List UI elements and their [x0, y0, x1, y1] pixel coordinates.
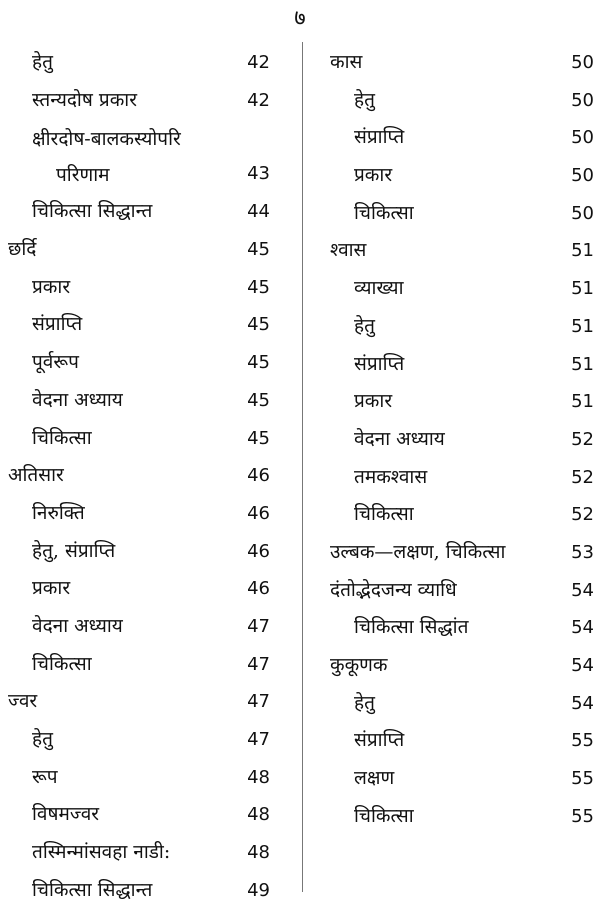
page-reference: 51	[571, 315, 594, 337]
page-reference: 48	[247, 842, 270, 864]
page-reference: 54	[571, 579, 594, 601]
index-entry	[0, 382, 282, 420]
index-subentry	[354, 270, 404, 308]
index-subentry	[354, 82, 375, 120]
index-subentry	[354, 459, 427, 497]
page-reference: 47	[247, 615, 270, 637]
page-reference: 46	[247, 540, 270, 562]
page-reference: 50	[571, 52, 594, 73]
page-reference: 45	[247, 389, 270, 411]
index-entry	[316, 496, 600, 534]
page-reference: 43	[247, 163, 270, 185]
index-subentry	[32, 721, 53, 759]
page-reference: 46	[247, 465, 270, 487]
index-entry	[0, 231, 282, 269]
entry-label: चिकित्सा	[354, 804, 414, 827]
index-entry	[0, 306, 282, 344]
page-reference: 50	[571, 202, 594, 224]
index-entry	[316, 534, 600, 572]
index-entry	[316, 685, 600, 723]
entry-label: हेतु	[354, 691, 375, 714]
index-entry	[316, 383, 600, 421]
entry-label: रूप	[32, 765, 58, 788]
entry-label: चिकित्सा	[354, 503, 414, 526]
entry-label: लक्षण	[354, 767, 395, 790]
index-entry	[316, 346, 600, 384]
index-entry	[316, 308, 600, 346]
entry-label: प्रकार	[32, 275, 71, 298]
entry-label: क्षीरदोष-बालकस्योपरि	[32, 128, 181, 151]
index-entry	[0, 721, 282, 759]
entry-label: पूर्वरूप	[32, 351, 79, 374]
entry-label: संप्राप्ति	[32, 313, 83, 336]
entry-label: निरुक्ति	[32, 501, 85, 524]
index-entry	[0, 44, 282, 82]
page-reference: 54	[571, 692, 594, 714]
index-heading	[8, 457, 64, 495]
entry-label: स्तन्यदोष प्रकार	[32, 88, 137, 111]
index-entry	[0, 683, 282, 721]
index-subentry	[32, 533, 115, 571]
page-reference: 50	[571, 127, 594, 149]
index-entry	[316, 421, 600, 459]
index-subentry	[32, 269, 70, 307]
index-subentry	[32, 306, 82, 344]
entry-label: संप्राप्ति	[354, 126, 405, 149]
page-reference: 45	[247, 427, 270, 449]
index-entry	[316, 232, 600, 270]
index-subentry	[354, 722, 404, 760]
index-subentry	[32, 570, 70, 608]
index-entry	[316, 82, 600, 120]
entry-label: तस्मिन्मांसवहा नाडी:	[32, 841, 171, 864]
entry-label: दंतोद्भेदजन्य व्याधि	[330, 578, 457, 601]
page-reference: 51	[571, 278, 594, 300]
entry-label: कास	[330, 51, 363, 73]
entry-label: व्याख्या	[354, 277, 404, 300]
page-reference: 55	[571, 730, 594, 752]
index-entry	[316, 44, 600, 82]
page-reference: 51	[571, 353, 594, 375]
entry-label: वेदना अध्याय	[32, 614, 123, 637]
page-reference: 45	[247, 314, 270, 336]
index-subentry	[32, 872, 152, 909]
entry-label: हेतु	[32, 51, 53, 73]
index-heading	[8, 683, 37, 721]
entry-label: वेदना अध्याय	[354, 427, 445, 450]
page-reference: 55	[571, 805, 594, 827]
index-subentry	[354, 609, 468, 647]
index-entry	[0, 82, 282, 120]
index-subentry	[354, 157, 392, 195]
index-subentry	[32, 608, 123, 646]
page-reference: 45	[247, 352, 270, 374]
page-reference: 42	[247, 89, 270, 111]
index-subentry	[32, 121, 181, 193]
index-entry	[0, 608, 282, 646]
index-subentry	[354, 346, 404, 384]
index-subentry	[354, 119, 404, 157]
index-subentry	[32, 495, 85, 533]
index-subentry	[32, 834, 170, 872]
page-reference: 54	[571, 655, 594, 676]
index-entry	[0, 796, 282, 834]
index-column-left	[0, 44, 282, 909]
page-reference: 45	[247, 276, 270, 298]
page-reference: 46	[247, 502, 270, 524]
index-subentry	[354, 685, 375, 723]
index-subentry	[32, 420, 92, 458]
page-reference: 47	[247, 691, 270, 713]
index-column-right	[316, 44, 600, 835]
index-entry	[316, 157, 600, 195]
index-subentry	[32, 646, 92, 684]
page-number: ७	[294, 6, 306, 31]
index-subentry	[354, 383, 392, 421]
index-entry	[316, 760, 600, 798]
entry-label: चिकित्सा सिद्धांत	[354, 616, 469, 639]
entry-label: हेतु	[354, 88, 375, 111]
index-entry	[0, 269, 282, 307]
index-entry	[0, 570, 282, 608]
index-subentry	[32, 382, 123, 420]
page-reference: 45	[247, 239, 270, 261]
entry-label: प्रकार	[354, 164, 393, 187]
index-entry	[0, 457, 282, 495]
index-heading	[330, 647, 388, 685]
entry-label: हेतु, संप्राप्ति	[32, 539, 116, 562]
entry-label: ज्वर	[8, 690, 38, 713]
entry-label: चिकित्सा सिद्धान्त	[32, 878, 153, 901]
index-heading	[8, 231, 36, 269]
index-subentry	[32, 759, 58, 797]
index-subentry	[32, 193, 152, 231]
page-reference: 49	[247, 879, 270, 901]
index-heading	[330, 572, 457, 610]
entry-label: श्वास	[330, 239, 367, 262]
entry-label: प्रकार	[354, 390, 393, 413]
index-entry	[316, 572, 600, 610]
column-divider	[302, 42, 303, 892]
page-reference: 47	[247, 653, 270, 675]
entry-label: उल्बक—लक्षण, चिकित्सा	[330, 540, 506, 563]
entry-label: चिकित्सा	[32, 652, 92, 675]
index-entry	[316, 119, 600, 157]
index-entry	[0, 533, 282, 571]
page-reference: 48	[247, 766, 270, 788]
index-subentry	[354, 760, 394, 798]
page-reference: 50	[571, 89, 594, 111]
index-subentry	[32, 82, 137, 120]
index-entry	[0, 119, 282, 193]
page-reference: 52	[571, 504, 594, 526]
index-entry	[316, 647, 600, 685]
index-entry	[316, 722, 600, 760]
page-reference: 51	[571, 240, 594, 262]
page-reference: 52	[571, 466, 594, 488]
index-subentry	[354, 195, 414, 233]
index-subentry	[354, 496, 414, 534]
index-entry	[0, 420, 282, 458]
index-entry	[0, 646, 282, 684]
entry-label: विषमज्वर	[32, 803, 100, 826]
page-reference: 44	[247, 201, 270, 223]
page-reference: 48	[247, 804, 270, 826]
page-reference: 53	[571, 541, 594, 563]
index-subentry	[32, 44, 53, 82]
index-subentry	[32, 344, 79, 382]
index-heading	[330, 232, 366, 270]
entry-label: तमकश्वास	[354, 465, 428, 488]
entry-label: हेतु	[32, 728, 53, 750]
page-reference: 55	[571, 768, 594, 790]
page-reference: 42	[247, 52, 270, 73]
index-subentry	[354, 798, 414, 836]
page-reference: 50	[571, 165, 594, 187]
index-entry	[316, 609, 600, 647]
entry-label: अतिसार	[8, 464, 64, 487]
entry-label: संप्राप्ति	[354, 352, 405, 375]
index-entry	[0, 759, 282, 797]
index-entry	[0, 872, 282, 909]
index-entry	[316, 798, 600, 836]
entry-label: हेतु	[354, 314, 375, 337]
page-reference: 54	[571, 617, 594, 639]
page-reference: 52	[571, 428, 594, 450]
index-heading	[330, 534, 505, 572]
entry-label: वेदना अध्याय	[32, 388, 123, 411]
page-reference: 46	[247, 578, 270, 600]
index-entry	[0, 495, 282, 533]
page-reference: 47	[247, 729, 270, 750]
index-entry	[316, 195, 600, 233]
page-reference: 51	[571, 391, 594, 413]
index-entry	[316, 270, 600, 308]
index-subentry	[354, 421, 445, 459]
entry-label: संप्राप्ति	[354, 729, 405, 752]
entry-label: चिकित्सा सिद्धान्त	[32, 200, 153, 223]
index-entry	[0, 193, 282, 231]
index-subentry	[32, 796, 99, 834]
entry-label: कुकूणक	[330, 654, 388, 676]
entry-label: प्रकार	[32, 577, 71, 600]
index-entry	[0, 344, 282, 382]
index-heading	[330, 44, 362, 82]
entry-label: छर्दि	[8, 238, 37, 261]
entry-label: चिकित्सा	[32, 426, 92, 449]
index-entry	[0, 834, 282, 872]
index-subentry	[354, 308, 375, 346]
index-entry	[316, 459, 600, 497]
entry-label: चिकित्सा	[354, 201, 414, 224]
entry-label-continuation: परिणाम	[56, 164, 110, 187]
